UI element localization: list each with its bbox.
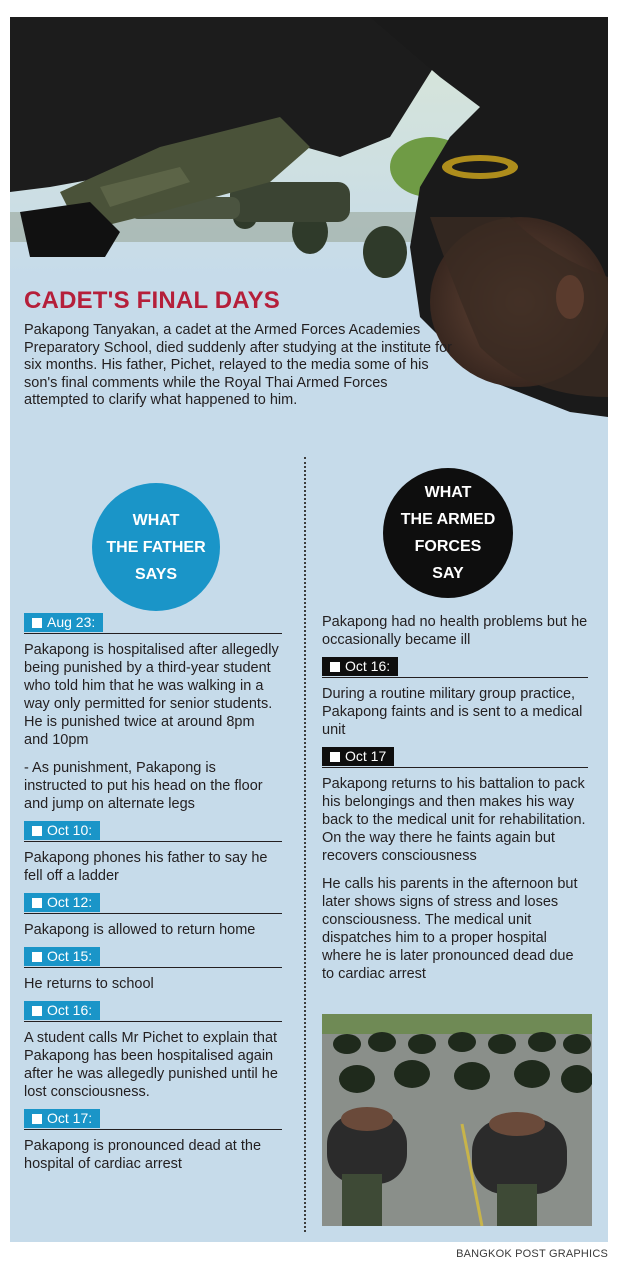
father-timeline (24, 613, 282, 1181)
date-row (24, 893, 282, 914)
father-says-badge (92, 483, 220, 611)
armed-forces-say-badge (383, 468, 513, 598)
date-tag: Oct 16: (322, 657, 398, 676)
armed-forces-say-heading: WHAT THE ARMED FORCES SAY (400, 484, 496, 582)
timeline-entry (24, 1001, 282, 1101)
date-row (24, 613, 282, 634)
timeline-entry (24, 821, 282, 885)
entry-text: A student calls Mr Pichet to explain that Pakapong has been hospitalised again after he was allegedly punished until he lost consciousness. (24, 1030, 278, 1100)
date-row (24, 1109, 282, 1130)
entry-text: Pakapong is hospitalised after allegedly being punished by a third-year student who told him that he was walking in a way only permitted for senior students. He is punished twice at around 8pm and 10pm (24, 642, 279, 748)
date-tag: Aug 23: (24, 613, 103, 632)
date-tag: Oct 16: (24, 1001, 100, 1020)
column-divider (304, 457, 306, 1232)
entry-text: He calls his parents in the afternoon but later shows signs of stress and loses consciousness. The medical unit dispatches him to a proper hospital where he is later pronounced dead due to cardiac arrest (322, 876, 578, 982)
father-says-heading: WHAT THE FATHER SAYS (106, 511, 206, 583)
date-row (24, 821, 282, 842)
entry-text: Pakapong phones his father to say he fell off a ladder (24, 850, 268, 884)
lead-text: Pakapong had no health problems but he occasionally became ill (322, 614, 588, 648)
page-title: CADET'S FINAL DAYS (24, 287, 281, 314)
square-bullet-icon (32, 898, 42, 908)
timeline-entry (322, 657, 588, 739)
date-tag: Oct 10: (24, 821, 100, 840)
entry-text: During a routine military group practice, Pakapong faints and is sent to a medical unit (322, 686, 583, 738)
graphics-credit: BANGKOK POST GRAPHICS (456, 1248, 608, 1260)
square-bullet-icon (32, 618, 42, 628)
date-row (24, 1001, 282, 1022)
square-bullet-icon (32, 952, 42, 962)
date-tag: Oct 17 (322, 747, 394, 766)
timeline-entry (24, 893, 282, 939)
date-tag: Oct 15: (24, 947, 100, 966)
date-tag: Oct 17: (24, 1109, 100, 1128)
intro-paragraph: Pakapong Tanyakan, a cadet at the Armed Forces Academies Preparatory School, died suddenly after studying at the institute for six months. His father, Pichet, relayed to the media some of his son's final comments while the Royal Thai Armed Forces attempted to clarify what happened to him. (24, 322, 452, 408)
entry-text: Pakapong returns to his battalion to pack his belongings and then makes his way back to the medical unit for rehabilitation. On the way there he faints again but recovers consciousness (322, 776, 586, 864)
square-bullet-icon (32, 1006, 42, 1016)
square-bullet-icon (32, 826, 42, 836)
armed-forces-timeline (322, 613, 588, 991)
square-bullet-icon (330, 752, 340, 762)
date-row (322, 747, 588, 768)
timeline-entry (24, 1109, 282, 1173)
entry-text: Pakapong is allowed to return home (24, 922, 256, 938)
entry-text: Pakapong is pronounced dead at the hospital of cardiac arrest (24, 1138, 262, 1172)
cadets-photo (322, 1014, 592, 1226)
timeline-entry (24, 947, 282, 993)
timeline-entry (24, 613, 282, 813)
date-row (24, 947, 282, 968)
entry-text: He returns to school (24, 976, 154, 992)
infographic-panel (10, 17, 608, 1242)
date-row (322, 657, 588, 678)
square-bullet-icon (330, 662, 340, 672)
date-tag: Oct 12: (24, 893, 100, 912)
timeline-entry (322, 747, 588, 983)
square-bullet-icon (32, 1114, 42, 1124)
entry-text: - As punishment, Pakapong is instructed to put his head on the floor and jump on alternate legs (24, 760, 263, 812)
